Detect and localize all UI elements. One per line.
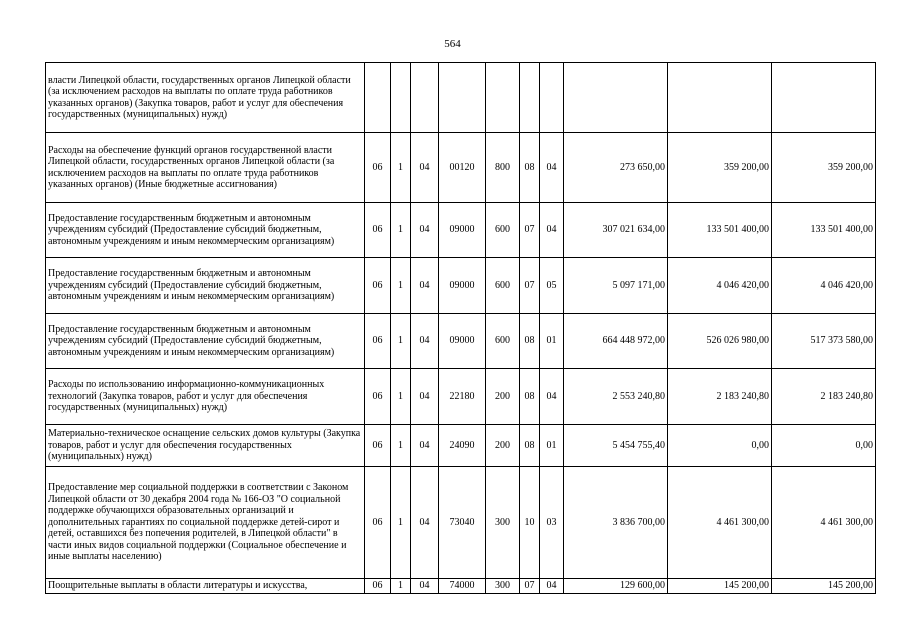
page-number: 564: [444, 38, 461, 50]
amount-cell: [564, 63, 668, 133]
code-cell: 05: [540, 258, 564, 314]
amount-cell: 0,00: [772, 425, 876, 467]
code-cell: 04: [411, 467, 439, 579]
code-cell: [411, 63, 439, 133]
code-cell: 1: [391, 467, 411, 579]
code-cell: 300: [486, 579, 520, 594]
amount-cell: 526 026 980,00: [668, 314, 772, 369]
code-cell: 600: [486, 258, 520, 314]
amount-cell: 2 183 240,80: [668, 369, 772, 425]
code-cell: 24090: [439, 425, 486, 467]
amount-cell: 3 836 700,00: [564, 467, 668, 579]
row-description: Предоставление государственным бюджетным и автономным учреждениям субсидий (Предоставление субсидий бюджетным, автономным учреждениям и иным некоммерческим организациям): [46, 314, 365, 369]
code-cell: 07: [520, 258, 540, 314]
budget-table: [45, 62, 876, 594]
table-row: [46, 258, 876, 314]
code-cell: 08: [520, 314, 540, 369]
row-description: Предоставление государственным бюджетным и автономным учреждениям субсидий (Предоставление субсидий бюджетным, автономным учреждениям и иным некоммерческим организациям): [46, 258, 365, 314]
amount-cell: 129 600,00: [564, 579, 668, 594]
amount-cell: 307 021 634,00: [564, 203, 668, 258]
amount-cell: 517 373 580,00: [772, 314, 876, 369]
code-cell: [486, 63, 520, 133]
code-cell: 08: [520, 369, 540, 425]
code-cell: 04: [411, 133, 439, 203]
code-cell: 03: [540, 467, 564, 579]
code-cell: 600: [486, 314, 520, 369]
code-cell: 1: [391, 258, 411, 314]
code-cell: [520, 63, 540, 133]
code-cell: 09000: [439, 258, 486, 314]
amount-cell: 4 046 420,00: [668, 258, 772, 314]
code-cell: 1: [391, 425, 411, 467]
code-cell: 800: [486, 133, 520, 203]
table-row: [46, 579, 876, 594]
code-cell: 1: [391, 369, 411, 425]
amount-cell: 4 461 300,00: [668, 467, 772, 579]
code-cell: 04: [540, 133, 564, 203]
code-cell: 73040: [439, 467, 486, 579]
row-description: Поощрительные выплаты в области литературы и искусства,: [46, 579, 365, 594]
row-description: Материально-техническое оснащение сельских домов культуры (Закупка товаров, работ и услуг для обеспечения государственных (муниципальных) нужд): [46, 425, 365, 467]
code-cell: 06: [365, 579, 391, 594]
code-cell: 300: [486, 467, 520, 579]
code-cell: 1: [391, 579, 411, 594]
amount-cell: 5 097 171,00: [564, 258, 668, 314]
code-cell: 00120: [439, 133, 486, 203]
code-cell: 600: [486, 203, 520, 258]
row-description: Расходы на обеспечение функций органов государственной власти Липецкой области, государственных органов Липецкой области (за исключением расходов на выплаты по оплате труда работников указанных органов) (Иные бюджетные ассигнования): [46, 133, 365, 203]
code-cell: 04: [540, 579, 564, 594]
amount-cell: 2 553 240,80: [564, 369, 668, 425]
code-cell: 04: [411, 258, 439, 314]
code-cell: [365, 63, 391, 133]
table-row: [46, 314, 876, 369]
code-cell: 04: [411, 314, 439, 369]
amount-cell: 664 448 972,00: [564, 314, 668, 369]
table-row: [46, 425, 876, 467]
code-cell: 1: [391, 314, 411, 369]
code-cell: 04: [411, 579, 439, 594]
amount-cell: 4 046 420,00: [772, 258, 876, 314]
code-cell: 07: [520, 203, 540, 258]
code-cell: 06: [365, 314, 391, 369]
amount-cell: 2 183 240,80: [772, 369, 876, 425]
code-cell: 04: [411, 203, 439, 258]
code-cell: 10: [520, 467, 540, 579]
code-cell: 07: [520, 579, 540, 594]
amount-cell: 359 200,00: [772, 133, 876, 203]
amount-cell: 145 200,00: [772, 579, 876, 594]
code-cell: 06: [365, 203, 391, 258]
code-cell: 01: [540, 425, 564, 467]
code-cell: 04: [540, 369, 564, 425]
code-cell: 06: [365, 369, 391, 425]
amount-cell: 133 501 400,00: [772, 203, 876, 258]
code-cell: 08: [520, 425, 540, 467]
amount-cell: [668, 63, 772, 133]
code-cell: 1: [391, 133, 411, 203]
code-cell: 200: [486, 369, 520, 425]
amount-cell: 5 454 755,40: [564, 425, 668, 467]
row-description: власти Липецкой области, государственных органов Липецкой области (за исключением расходов на выплаты по оплате труда работников указанных органов) (Закупка товаров, работ и услуг для обеспечения государственных (муниципальных) нужд): [46, 63, 365, 133]
code-cell: 09000: [439, 203, 486, 258]
amount-cell: 273 650,00: [564, 133, 668, 203]
code-cell: 06: [365, 425, 391, 467]
amount-cell: 0,00: [668, 425, 772, 467]
code-cell: 06: [365, 133, 391, 203]
amount-cell: 133 501 400,00: [668, 203, 772, 258]
row-description: Предоставление мер социальной поддержки в соответствии с Законом Липецкой области от 30 декабря 2004 года № 166-ОЗ "О социальной поддержке обучающихся образовательных организаций и дополнительных гарантиях по социальной поддержке детей-сирот и детей, оставшихся без попечения родителей, в Липецкой области" в части иных видов социальной поддержки (Социальное обеспечение и иные выплаты населению): [46, 467, 365, 579]
table-row: [46, 133, 876, 203]
code-cell: [439, 63, 486, 133]
code-cell: 200: [486, 425, 520, 467]
table-row: [46, 467, 876, 579]
code-cell: 22180: [439, 369, 486, 425]
code-cell: [540, 63, 564, 133]
row-description: Расходы по использованию информационно-коммуникационных технологий (Закупка товаров, работ и услуг для обеспечения государственных (муниципальных) нужд): [46, 369, 365, 425]
code-cell: [391, 63, 411, 133]
code-cell: 09000: [439, 314, 486, 369]
code-cell: 04: [411, 369, 439, 425]
amount-cell: [772, 63, 876, 133]
table-row: [46, 369, 876, 425]
code-cell: 06: [365, 258, 391, 314]
code-cell: 08: [520, 133, 540, 203]
code-cell: 06: [365, 467, 391, 579]
amount-cell: 359 200,00: [668, 133, 772, 203]
row-description: Предоставление государственным бюджетным и автономным учреждениям субсидий (Предоставление субсидий бюджетным, автономным учреждениям и иным некоммерческим организациям): [46, 203, 365, 258]
amount-cell: 145 200,00: [668, 579, 772, 594]
table-row: [46, 203, 876, 258]
code-cell: 74000: [439, 579, 486, 594]
code-cell: 04: [540, 203, 564, 258]
code-cell: 04: [411, 425, 439, 467]
amount-cell: 4 461 300,00: [772, 467, 876, 579]
table-row: [46, 63, 876, 133]
code-cell: 1: [391, 203, 411, 258]
code-cell: 01: [540, 314, 564, 369]
